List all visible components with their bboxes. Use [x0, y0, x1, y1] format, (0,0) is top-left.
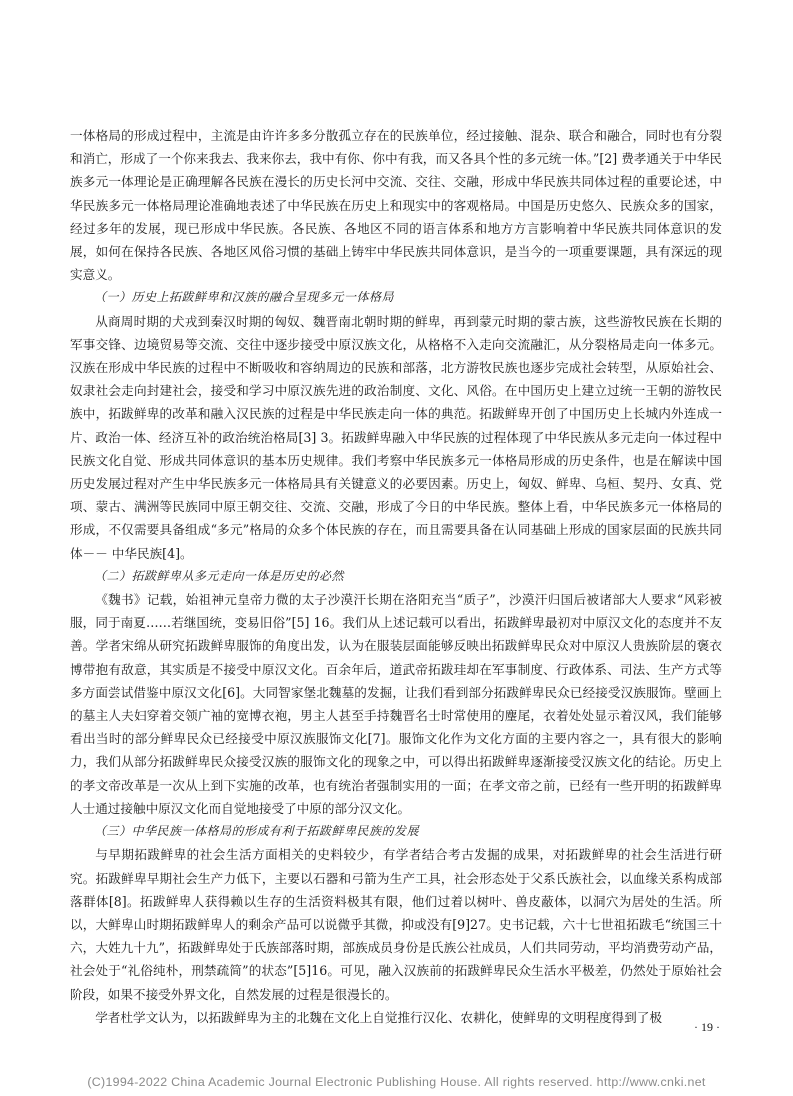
body-paragraph: 从商周时期的犬戎到秦汉时期的匈奴、魏晋南北朝时期的鲜卑，再到蒙元时期的蒙古族，这些游牧民族在长期的军事交锋、边境贸易等交流、交往中逐步接受中原汉族文化，从格格不入走向交流融汇，从分裂格局走向一体多元。汉族在形成中华民族的过程中不断吸收和容纳周边的民族和部落，北方游牧民族也逐步完成社会转型，从原始社会、奴隶社会走向封建社会，接受和学习中原汉族先进的政治制度、文化、风俗。在中国历史上建立过统一王朝的游牧民族中，拓跋鲜卑的改革和融入汉民族的过程是中华民族走向一体的典范。拓跋鲜卑开创了中国历史上长城内外连成一片、政治一体、经济互补的政治统治格局[3] 3。拓跋鲜卑融入中华民族的过程体现了中华民族从多元走向一体过程中民族文化自觉、形成共同体意识的基本历史规律。我们考察中华民族多元一体格局形成的历史条件，也是在解读中国历史发展过程对产生中华民族多元一体格局具有关键意义的必要因素。历史上，匈奴、鲜卑、乌桓、契丹、女真、党项、蒙古、满洲等民族同中原王朝交往、交流、交融，形成了今日的中华民族。整体上看，中华民族多元一体格局的形成，不仅需要具备组成“多元”格局的众多个体民族的存在，而且需要具备在认同基础上形成的国家层面的民族共同体－－ 中华民族[4]。	[70, 313, 722, 561]
body-paragraph: 一体格局的形成过程中，主流是由许许多多分散孤立存在的民族单位，经过接触、混杂、联合和融合，同时也有分裂和消亡，形成了一个你来我去、我来你去，我中有你、你中有我，而又各具个性的多元统一体。”[2] 费孝通关于中华民族多元一体理论是正确理解各民族在漫长的历史长河中交流、交往、交融，形成中华民族共同体过程的重要论述，中华民族多元一体格局理论准确地表述了中华民族在历史上和现实中的客观格局。中国是历史悠久、民族众多的国家，经过多年的发展，现已形成中华民族。各民族、各地区不同的语言体系和地方方言影响着中华民族共同体意识的发展，如何在保持各民族、各地区风俗习惯的基础上铸牢中华民族共同体意识，是当今的一项重要课题，具有深远的现实意义。	[70, 128, 722, 283]
section-heading: （三）中华民族一体格局的形成有利于拓跋鲜卑民族的发展	[94, 824, 420, 839]
copyright-footer: (C)1994-2022 China Academic Journal Electronic Publishing House. All rights reserved. http://www.cnki.net	[87, 1075, 706, 1089]
body-paragraph: 学者杜学文认为，以拓跋鲜卑为主的北魏在文化上自觉推行汉化、农耕化，使鲜卑的文明程度得到了极	[95, 1009, 662, 1025]
section-heading: （二）拓跋鲜卑从多元走向一体是历史的必然	[94, 568, 345, 583]
article-body	[70, 124, 722, 1029]
body-paragraph: 《魏书》记载，始祖神元皇帝力微的太子沙漠汗长期在洛阳充当“质子”，沙漠汗归国后被诸部大人要求“风彩被服，同于南夏……若继国统，变易旧俗”[5] 16。我们从上述记载可以看出，拓跋鲜卑最初对中原汉文化的态度并不友善。学者宋绵从研究拓跋鲜卑服饰的角度出发，认为在服装层面能够反映出拓跋鲜卑民众对中原汉人贵族阶层的褒衣博带抱有敌意，其实质是不接受中原汉文化。百余年后，道武帝拓跋珪却在军事制度、行政体系、司法、生产方式等多方面尝试借鉴中原汉文化[6]。大同智家堡北魏墓的发掘，让我们看到部分拓跋鲜卑民众已经接受汉族服饰。壁画上的墓主人夫妇穿着交领广袖的宽博衣袍，男主人甚至手持魏晋名士时常使用的麈尾，衣着处处显示着汉风，我们能够看出当时的部分鲜卑民众已经接受中原汉族服饰文化[7]。服饰文化作为文化方面的主要内容之一，具有很大的影响力，我们从部分拓跋鲜卑民众接受汉族的服饰文化的现象之中，可以得出拓跋鲜卑逐渐接受汉族文化的结论。历史上的孝文帝改革是一次从上到下实施的改革，也有统治者强制实用的一面；在孝文帝之前，已经有一些开明的拓跋鲜卑人士通过接触中原汉文化而自觉地接受了中原的部分汉文化。	[70, 592, 722, 816]
page-number: · 19 ·	[694, 1020, 720, 1034]
section-heading: （一）历史上拓跋鲜卑和汉族的融合呈现多元一体格局	[94, 290, 395, 305]
body-paragraph: 与早期拓跋鲜卑的社会生活方面相关的史料较少，有学者结合考古发掘的成果，对拓跋鲜卑的社会生活进行研究。拓跋鲜卑早期社会生产力低下，主要以石器和弓箭为生产工具，社会形态处于父系氏族社会，以血缘关系构成部落群体[8]。拓跋鲜卑人获得赖以生存的生活资料极其有限，他们过着以树叶、兽皮蔽体，以洞穴为居处的生活。所以，大鲜卑山时期拓跋鲜卑人的剩余产品可以说微乎其微，抑或没有[9]27。史书记载，六十七世祖拓跋毛“统国三十六，大姓九十九”，拓跋鲜卑处于氏族部落时期，部族成员身份是氏族公社成员，人们共同劳动，平均消费劳动产品，社会处于“礼俗纯朴，刑禁疏简”的状态”[5]16。可见，融入汉族前的拓跋鲜卑民众生活水平极差，仍然处于原始社会阶段，如果不接受外界文化，自然发展的过程是很漫长的。	[70, 847, 722, 1002]
